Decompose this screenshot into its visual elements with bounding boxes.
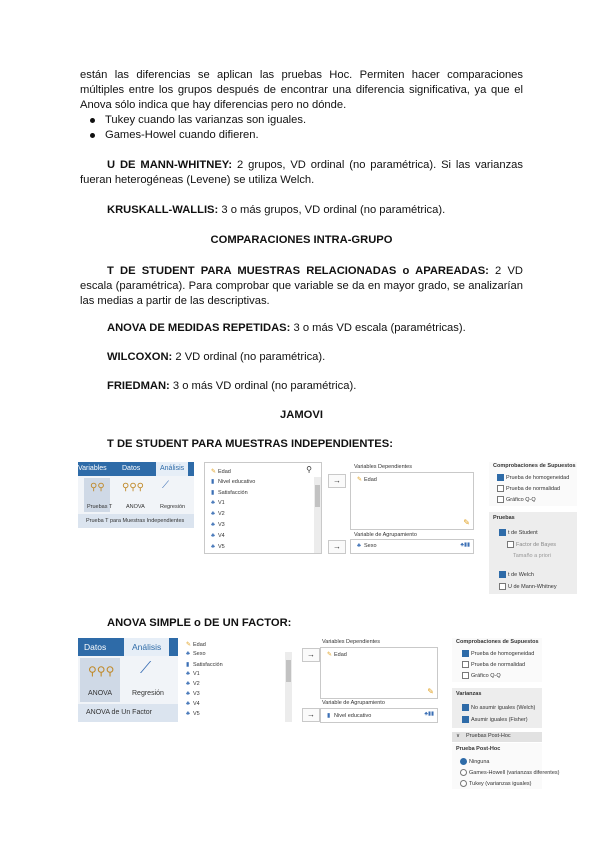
- list-item[interactable]: ♣ V2: [186, 681, 200, 687]
- wilcoxon-paragraph: [107, 350, 527, 365]
- checkbox-checked-icon[interactable]: [462, 716, 469, 723]
- nominal-icon: ♣: [211, 522, 215, 528]
- move-to-dependent-button[interactable]: →: [302, 648, 320, 662]
- nominal-icon: ♣: [186, 701, 190, 707]
- bullet-tukey: [90, 113, 306, 128]
- anova-label[interactable]: ANOVA: [126, 504, 145, 510]
- group-box-1[interactable]: [350, 539, 474, 554]
- wilcoxon-text: 2 VD ordinal (no paramétrica).: [172, 351, 326, 363]
- bullet-text: Tukey cuando las varianzas son iguales.: [105, 114, 307, 126]
- checkbox-checked-icon[interactable]: [462, 650, 469, 657]
- anova-repeated-label: ANOVA DE MEDIDAS REPETIDAS:: [107, 322, 291, 334]
- group-box-2[interactable]: [320, 708, 438, 723]
- ribbon-tabs: [78, 638, 178, 656]
- regresion-label[interactable]: Regresión: [132, 690, 164, 697]
- regresion-label[interactable]: Regresión: [160, 504, 186, 510]
- checkbox-checked-icon[interactable]: [499, 529, 506, 536]
- mann-whitney-paragraph: [80, 158, 523, 188]
- nominal-icon: ♣: [186, 711, 190, 717]
- radio-selected-icon[interactable]: [460, 758, 467, 765]
- bullet-dot: [90, 118, 95, 123]
- pencil-icon: ✎: [357, 477, 363, 483]
- radio-icon[interactable]: [460, 780, 467, 787]
- kruskal-label: KRUSKALL-WALLIS:: [107, 204, 219, 216]
- list-item[interactable]: ♣ V1: [186, 671, 200, 677]
- bullet-games-howel: [90, 128, 259, 143]
- homogeneity-check[interactable]: Prueba de homogeneidad: [497, 474, 569, 481]
- regression-icon: ⟋: [162, 480, 169, 491]
- assumptions-panel-2: [452, 638, 542, 682]
- tab-datos[interactable]: Datos: [122, 465, 141, 472]
- prior-field[interactable]: Tamaño a priori: [513, 553, 551, 559]
- mann-whitney-text: 2 grupos, VD ordinal (no paramétrica). Si las varianzas fueran heterogéneas (Levene) se utiliza Welch.: [80, 159, 523, 186]
- analysis-toolbar: [78, 476, 194, 514]
- welch-check[interactable]: No asumir iguales (Welch): [462, 704, 535, 711]
- kruskal-text: 3 o más grupos, VD ordinal (no paramétrica).: [218, 204, 446, 216]
- qq-check[interactable]: Gráfico Q-Q: [497, 496, 536, 503]
- posthoc-tukey-radio[interactable]: Tukey (varianzas iguales): [460, 780, 531, 787]
- list-item[interactable]: ♣ V4: [186, 701, 200, 707]
- move-to-group-button[interactable]: →: [302, 708, 320, 722]
- assumptions-title: Comprobaciones de Supuestos: [493, 463, 576, 469]
- bar-chart-icon: ▮: [211, 479, 215, 485]
- fisher-check[interactable]: Asumir iguales (Fisher): [462, 716, 528, 723]
- group-item[interactable]: ♣ Sexo: [357, 543, 377, 549]
- dependent-box-1[interactable]: [350, 472, 474, 530]
- bullet-text: Games-Howel cuando difieren.: [105, 129, 259, 141]
- list-item[interactable]: ▮ Nivel educativo: [211, 479, 256, 485]
- nominal-icon: ♣: [186, 681, 190, 687]
- posthoc-none-radio[interactable]: Ninguna: [460, 758, 490, 765]
- posthoc-header-bar[interactable]: [452, 732, 542, 742]
- mann-whitney-label: U DE MANN-WHITNEY:: [107, 159, 233, 171]
- list-item[interactable]: ♣ V3: [186, 691, 200, 697]
- dependent-item[interactable]: ✎ Edad: [327, 652, 347, 658]
- mann-whitney-check[interactable]: U de Mann-Whitney: [499, 583, 557, 590]
- variances-panel-2: [452, 688, 542, 728]
- jamovi-ribbon-2: [78, 638, 178, 722]
- heading-jamovi: JAMOVI: [280, 409, 323, 421]
- anova-icon: ⚲⚲⚲: [88, 664, 115, 678]
- heading-anova-simple: ANOVA SIMPLE o DE UN FACTOR:: [107, 617, 292, 629]
- move-to-dependent-button[interactable]: →: [328, 474, 346, 488]
- search-icon[interactable]: ⚲: [306, 465, 312, 474]
- intro-paragraph: están las diferencias se aplican las pruebas Hoc. Permiten hacer comparaciones múltiples entre los grupos después de encontrar una diferencia significativa, ya que el Anova sólo indica que hay diferencias pero no dónde.: [80, 69, 523, 111]
- assumptions-panel-1: [489, 462, 577, 506]
- tab-datos[interactable]: Datos: [84, 642, 107, 652]
- anova-repeated-text: 3 o más VD escala (paramétricas).: [290, 322, 466, 334]
- student-check[interactable]: t de Student: [499, 529, 538, 536]
- qq-check[interactable]: Gráfico Q-Q: [462, 672, 501, 679]
- move-to-group-button[interactable]: →: [328, 540, 346, 554]
- bar-chart-icon: ▮: [327, 713, 331, 719]
- menu-item-anova-un-factor[interactable]: ANOVA de Un Factor: [86, 709, 153, 716]
- tstudent-related-paragraph: [80, 264, 523, 309]
- checkbox-icon[interactable]: [497, 496, 504, 503]
- friedman-label: FRIEDMAN:: [107, 380, 170, 392]
- anova-icon: ⚲⚲⚲: [122, 482, 144, 493]
- jamovi-ribbon-1: [78, 462, 194, 530]
- tstudent-related-text: 2 VD escala (paramétrica). Para comprobar que variable se da en mayor grado, se analizarían las medias a partir de las descriptivas.: [80, 265, 523, 307]
- pencil-icon: ✎: [427, 687, 434, 696]
- heading-t-independientes: T DE STUDENT PARA MUESTRAS INDEPENDIENTES:: [107, 438, 393, 450]
- list-item[interactable]: ▮ Satisfacción: [186, 662, 223, 668]
- checkbox-icon[interactable]: [499, 583, 506, 590]
- measure-icons: ♣▮▮: [460, 542, 470, 548]
- wilcoxon-label: WILCOXON:: [107, 351, 173, 363]
- analysis-toolbar: [78, 656, 178, 704]
- checkbox-icon[interactable]: [497, 485, 504, 492]
- tests-panel-1: [489, 512, 577, 594]
- posthoc-bar-label[interactable]: Pruebas Post-Hoc: [466, 733, 511, 739]
- anova-repeated-paragraph: [107, 321, 527, 336]
- nominal-icon: ♣: [211, 511, 215, 517]
- list-scrollbar[interactable]: [285, 652, 292, 722]
- group-title: Variable de Agrupamiento: [354, 532, 417, 538]
- variable-list-2: [180, 638, 296, 722]
- list-item[interactable]: ♣ V5: [186, 711, 200, 717]
- friedman-paragraph: [107, 379, 527, 394]
- normality-check[interactable]: Prueba de normalidad: [497, 485, 560, 492]
- list-scrollbar[interactable]: [314, 477, 321, 553]
- heading-intra-grupo: COMPARACIONES INTRA-GRUPO: [210, 234, 393, 246]
- list-item[interactable]: ✎ Edad: [186, 642, 206, 648]
- friedman-text: 3 o más VD ordinal (no paramétrica).: [169, 380, 357, 392]
- list-item[interactable]: ♣ V3: [211, 522, 225, 528]
- pencil-icon: ✎: [186, 642, 192, 648]
- welch-check[interactable]: t de Welch: [499, 571, 534, 578]
- list-item[interactable]: ▮ Satisfacción: [211, 490, 248, 496]
- pruebas-t-label: Pruebas T: [87, 504, 113, 510]
- bar-chart-icon: ▮: [211, 490, 215, 496]
- bullet-dot: [90, 133, 95, 138]
- nominal-icon: ♣: [211, 544, 215, 550]
- ribbon-tabs: [78, 462, 194, 476]
- nominal-icon: ♣: [211, 500, 215, 506]
- list-item[interactable]: ✎ Edad: [211, 469, 231, 475]
- dependent-box-2[interactable]: [320, 647, 438, 699]
- group-title: Variable de Agrupamiento: [322, 700, 385, 706]
- menu-item-t-independientes[interactable]: Prueba T para Muestras Independientes: [86, 518, 185, 524]
- checkbox-icon[interactable]: [507, 541, 514, 548]
- list-item[interactable]: ♣ V4: [211, 533, 225, 539]
- radio-icon[interactable]: [460, 769, 467, 776]
- tab-analisis[interactable]: Análisis: [124, 638, 169, 656]
- dependent-title: Variables Dependientes: [354, 464, 412, 470]
- tstudent-related-label: T DE STUDENT PARA MUESTRAS RELACIONADAS o APAREADAS:: [107, 265, 489, 277]
- checkbox-checked-icon[interactable]: [497, 474, 504, 481]
- ttest-icon: ⚲⚲: [90, 482, 105, 493]
- nominal-icon: ♣: [211, 533, 215, 539]
- dependent-item[interactable]: ✎ Edad: [357, 477, 377, 483]
- group-item[interactable]: ▮ Nivel educativo: [327, 713, 372, 719]
- nominal-icon: ♣: [186, 691, 190, 697]
- posthoc-panel-2: [452, 743, 560, 789]
- normality-check[interactable]: Prueba de normalidad: [462, 661, 525, 668]
- assumptions-title: Comprobaciones de Supuestos: [456, 639, 539, 645]
- posthoc-title: Prueba Post-Hoc: [456, 746, 501, 752]
- posthoc-games-howell-radio[interactable]: Games-Howell (varianzas diferentes): [460, 769, 559, 776]
- nominal-icon: ♣: [357, 543, 361, 549]
- pencil-icon: ✎: [211, 469, 217, 475]
- variances-title: Varianzas: [456, 691, 482, 697]
- checkbox-icon[interactable]: [462, 672, 469, 679]
- measure-icons: ♣▮▮: [424, 711, 434, 717]
- checkbox-checked-icon[interactable]: [499, 571, 506, 578]
- tab-variables[interactable]: Variables: [78, 465, 107, 472]
- checkbox-icon[interactable]: [462, 661, 469, 668]
- list-item[interactable]: ♣ V5: [211, 544, 225, 550]
- pencil-icon: ✎: [327, 652, 333, 658]
- list-item[interactable]: ♣ V1: [211, 500, 225, 506]
- tests-title: Pruebas: [493, 515, 515, 521]
- nominal-icon: ♣: [186, 671, 190, 677]
- list-item[interactable]: ♣ V2: [211, 511, 225, 517]
- variable-list-1: [204, 462, 322, 554]
- anova-label: ANOVA: [88, 690, 112, 697]
- dependent-title: Variables Dependientes: [322, 639, 380, 645]
- checkbox-checked-icon[interactable]: [462, 704, 469, 711]
- chevron-down-icon: ∨: [456, 733, 461, 739]
- list-item[interactable]: ♣ Sexo: [186, 651, 206, 657]
- nominal-icon: ♣: [186, 651, 190, 657]
- pencil-icon: ✎: [463, 518, 470, 527]
- bar-chart-icon: ▮: [186, 662, 190, 668]
- homogeneity-check[interactable]: Prueba de homogeneidad: [462, 650, 534, 657]
- kruskal-paragraph: [107, 203, 527, 218]
- regression-icon: ⟋: [140, 660, 152, 677]
- tab-analisis[interactable]: Análisis: [156, 462, 188, 476]
- bayes-check[interactable]: Factor de Bayes: [507, 541, 556, 548]
